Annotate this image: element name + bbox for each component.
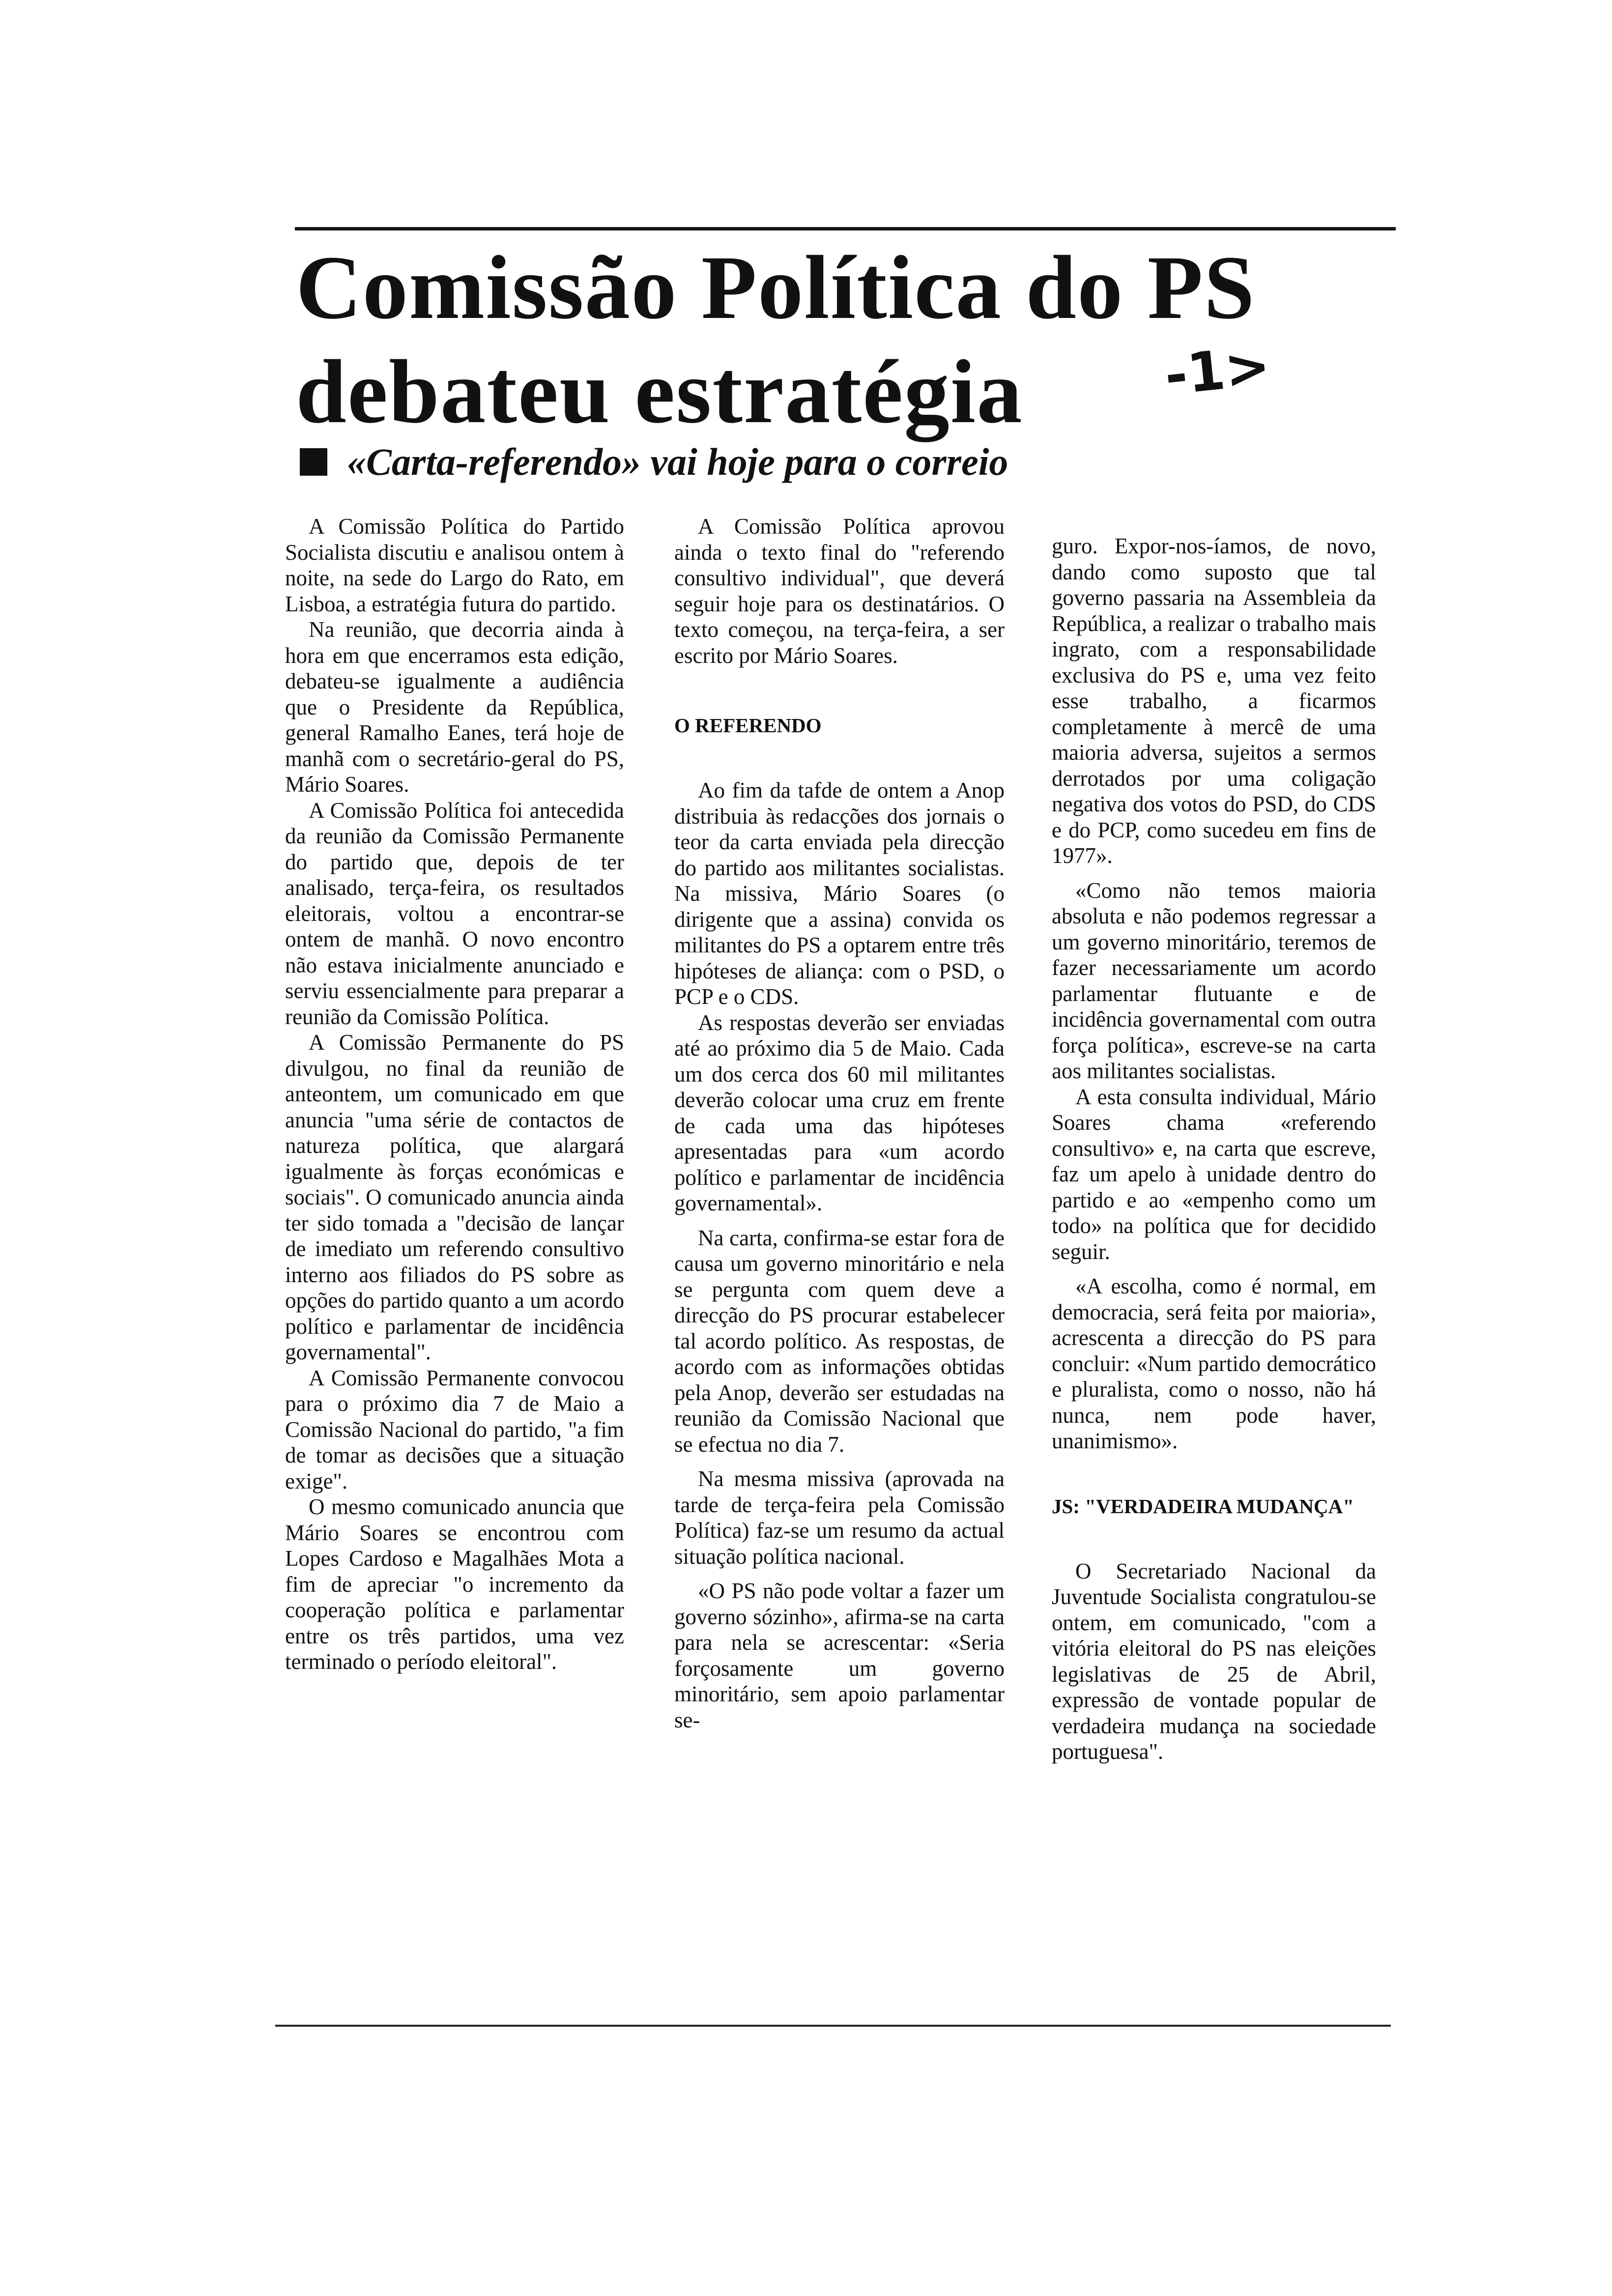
paragraph: A Comissão Permanente do PS divulgou, no final da reunião de anteontem, um comunicado em que anuncia "uma série de contactos de natureza política, que alargará igualmente às forças económicas e sociais". O comunicado anuncia ainda ter sido tomada a "decisão de lançar de imediato um referendo consultivo interno aos filiados do PS sobre as opções do partido quanto a um acordo político e parlamentar de incidência governamental". <box>285 1030 624 1364</box>
paragraph: As respostas deverão ser enviadas até ao próximo dia 5 de Maio. Cada um dos cerca dos 60 mil militantes deverão colocar uma cruz em frente de cada uma das hipóteses apresentadas para «um acordo político e parlamentar de incidência governamental». <box>674 1010 1005 1215</box>
headline-line-1: Comissão Política do PS <box>296 237 1256 338</box>
spacer <box>1052 1519 1376 1558</box>
paragraph: A Comissão Política aprovou ainda o texto final do "referendo consultivo individual", que deverá seguir hoje para os destinatários. O texto começou, na terça-feira, a ser escrito por Mário Soares. <box>674 514 1005 668</box>
paragraph: A Comissão Permanente convocou para o próximo dia 7 de Maio a Comissão Nacional do partido, "a fim de tomar as decisões que a situação exige". <box>285 1365 624 1493</box>
paragraph: A Comissão Política do Partido Socialista discutiu e analisou ontem à noite, na sede do Largo do Rato, em Lisboa, a estratégia futura do partido. <box>285 514 624 616</box>
paragraph: O Secretariado Nacional da Juventude Socialista congratulou-se ontem, em comunicado, "com a vitória eleitoral do PS nas eleições legislativas de 25 de Abril, expressão de vontade popular de verdadeira mudança na sociedade portuguesa". <box>1052 1558 1376 1764</box>
paragraph: A esta consulta individual, Mário Soares chama «referendo consultivo» e, na carta que escreve, faz um apelo à unidade dentro do partido e ao «empenho como um todo» na política que for decidido seguir. <box>1052 1084 1376 1264</box>
spacer <box>674 1569 1005 1578</box>
spacer <box>674 1216 1005 1225</box>
paragraph: «O PS não pode voltar a fazer um governo sózinho», afirma-se na carta para nela se acrescentar: «Seria forçosamente um governo minoritário, sem apoio parlamentar se- <box>674 1578 1005 1732</box>
spacer <box>1052 1264 1376 1273</box>
paragraph: guro. Expor-nos-íamos, de novo, dando como suposto que tal governo passaria na Assembleia da República, a realizar o trabalho mais ingrato, com a responsabilidade exclusiva do PS e, uma vez feito esse trabalho, a ficarmos completamente à mercê de uma maioria adversa, sujeitos a sermos derrotados por uma coligação negativa dos votos do PSD, do CDS e do PCP, como sucedeu em fins de 1977». <box>1052 534 1376 868</box>
paragraph: A Comissão Política foi antecedida da reunião da Comissão Permanente do partido que, depois de ter analisado, terça-feira, os resultados eleitorais, voltou a encontrar-se ontem de manhã. O novo encontro não estava inicialmente anunciado e serviu essencialmente para preparar a reunião da Comissão Política. <box>285 798 624 1029</box>
section-heading-js: JS: "VERDADEIRA MUDANÇA" <box>1052 1494 1354 1518</box>
bottom-rule <box>275 2025 1391 2027</box>
headline-line-2: debateu estratégia <box>296 342 1023 442</box>
paragraph: Na mesma missiva (aprovada na tarde de terça-feira pela Comissão Política) faz-se um resumo da actual situação política nacional. <box>674 1466 1005 1569</box>
paragraph: «A escolha, como é normal, em democracia, será feita por maioria», acrescenta a direcção do PS para concluir: «Num partido democrático e pluralista, como o nosso, não há nunca, nem pode haver, unanimismo». <box>1052 1274 1376 1453</box>
paragraph: «Como não temos maioria absoluta e não podemos regressar a um governo minoritário, teremos de fazer necessariamente um acordo parlamentar flutuante e de incidência governamental com outra força política», escreve-se na carta aos militantes socialistas. <box>1052 878 1376 1083</box>
spacer <box>674 1457 1005 1466</box>
spacer <box>1052 869 1376 878</box>
article-column-2 <box>674 514 1005 1733</box>
article-column-3 <box>1052 533 1376 1765</box>
paragraph: Na reunião, que decorria ainda à hora em que encerramos esta edição, debateu-se igualmente a audiência que o Presidente da República, general Ramalho Eanes, terá hoje de manhã com o secretário-geral do PS, Mário Soares. <box>285 617 624 797</box>
bullet-square-icon <box>300 448 327 476</box>
paragraph: O mesmo comunicado anuncia que Mário Soares se encontrou com Lopes Cardoso e Magalhães Mota a fim de apreciar "o incremento da cooperação política e parlamentar entre os três partidos, uma vez terminado o período eleitoral". <box>285 1494 624 1674</box>
handwritten-mark: -1> <box>1161 334 1273 407</box>
subheadline <box>300 437 1008 487</box>
top-rule <box>295 227 1396 230</box>
subheadline-text: «Carta-referendo» vai hoje para o correio <box>347 440 1008 483</box>
spacer <box>1052 1454 1376 1493</box>
paragraph: Na carta, confirma-se estar fora de causa um governo minoritário e nela se pergunta com quem deve a direcção do PS procurar estabelecer tal acordo político. As respostas, de acordo com as informações obtidas pela Anop, deverão ser estudadas na reunião da Comissão Nacional que se efectua no dia 7. <box>674 1225 1005 1457</box>
spacer <box>674 738 1005 777</box>
paragraph: Ao fim da tafde de ontem a Anop distribuia às redacções dos jornais o teor da carta enviada pela direcção do partido aos militantes socialistas. Na missiva, Mário Soares (o dirigente que a assina) convida os militantes do PS a optarem entre três hipóteses de aliança: com o PSD, o PCP e o CDS. <box>674 778 1005 1009</box>
section-heading-referendo: O REFERENDO <box>674 714 822 737</box>
spacer <box>674 668 1005 713</box>
article-column-1 <box>285 514 624 1675</box>
